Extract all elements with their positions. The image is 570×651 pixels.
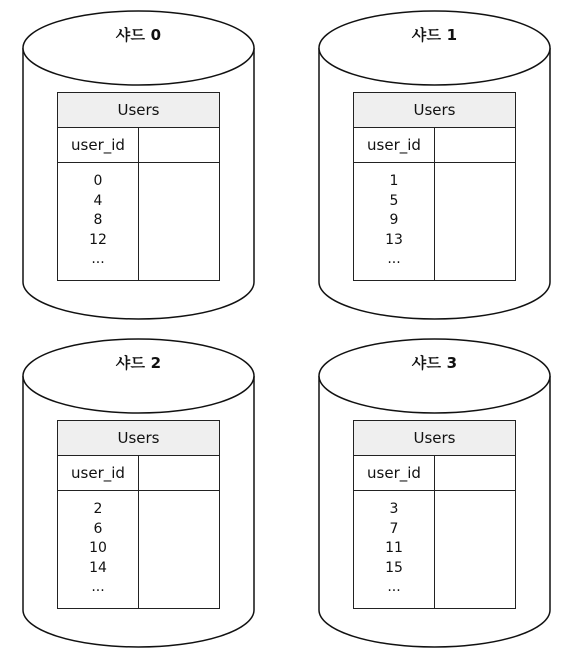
value-cell: 8 [93,212,103,228]
users-table [57,420,220,609]
value-cell: ... [387,251,401,267]
shard-title: 샤드 0 [115,26,162,44]
table-name: Users [354,421,515,456]
column-header-user-id: user_id [354,128,435,163]
user-id-values-column [58,491,139,608]
shard-title: 샤드 2 [115,354,162,372]
value-cell: 2 [93,501,103,517]
value-cell: 9 [389,212,399,228]
value-cell: 5 [389,192,399,209]
shard-2 [22,338,255,650]
value-cell: 4 [93,192,103,209]
value-cell: ... [91,251,105,267]
value-cell: 7 [389,520,399,537]
shard-title: 샤드 3 [411,354,458,372]
table-name: Users [354,93,515,128]
column-header-user-id: user_id [58,456,139,491]
shard-1 [318,10,551,322]
user-id-values-column [58,163,139,280]
value-cell: 3 [389,501,399,517]
column-header-empty [435,128,515,163]
value-cell: ... [387,579,401,595]
users-table [353,92,516,281]
column-header-empty [435,456,515,491]
users-table [353,420,516,609]
value-cell: 10 [89,540,107,556]
users-table [57,92,220,281]
shard-3 [318,338,551,650]
value-cell: 12 [89,231,107,248]
shard-0 [22,10,255,322]
column-header-empty [139,456,219,491]
table-name: Users [58,421,219,456]
column-header-user-id: user_id [354,456,435,491]
column-header-empty [139,128,219,163]
column-header-user-id: user_id [58,128,139,163]
value-cell: 0 [93,173,103,189]
value-cell: 1 [389,173,399,189]
value-cell: 15 [385,559,403,576]
table-name: Users [58,93,219,128]
user-id-values-column [354,163,435,280]
shard-title: 샤드 1 [411,26,458,44]
value-cell: 6 [93,520,103,537]
value-cell: 11 [385,540,403,556]
value-cell: 13 [385,231,403,248]
value-cell: ... [91,579,105,595]
user-id-values-column [354,491,435,608]
value-cell: 14 [89,559,107,576]
